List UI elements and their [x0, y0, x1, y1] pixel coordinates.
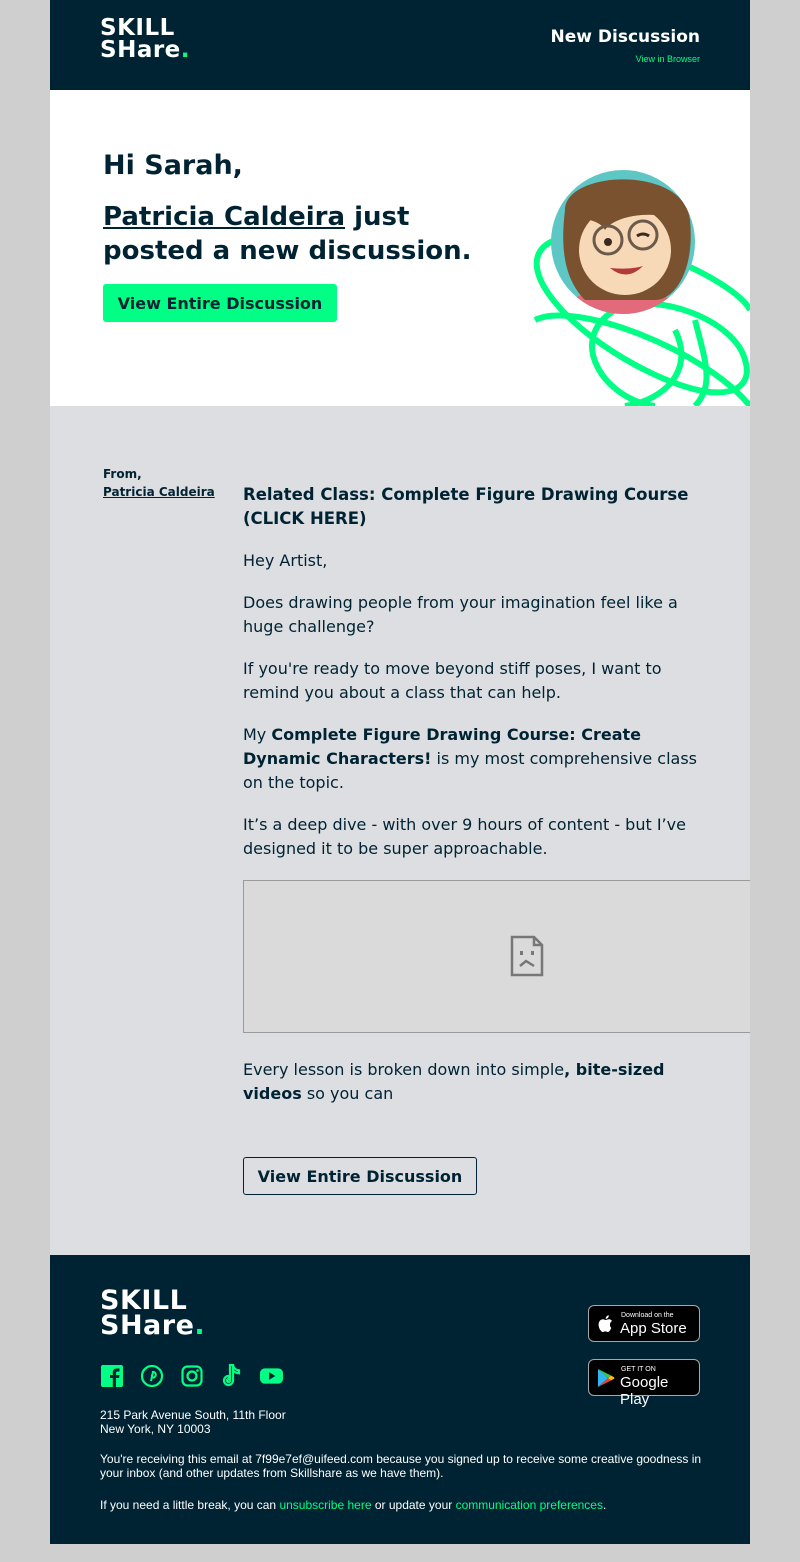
company-address: [100, 1408, 286, 1436]
post-paragraph: If you're ready to move beyond stiff poses, I want to remind you about a class that can help.: [243, 659, 662, 702]
hero-headline: [103, 200, 503, 268]
unsubscribe-notice: [100, 1498, 606, 1512]
logo-line-1: SKILL: [100, 15, 175, 41]
logo-dot: .: [180, 37, 191, 63]
logo-line-2: SHare: [100, 1310, 195, 1341]
apple-icon: [597, 1314, 615, 1334]
footer-skillshare-logo[interactable]: [100, 1285, 206, 1341]
instagram-icon[interactable]: [180, 1363, 203, 1389]
address-line: 215 Park Avenue South, 11th Floor: [100, 1408, 286, 1422]
text-span: Every lesson is broken down into simple: [243, 1060, 565, 1079]
text-span: If you need a little break, you can: [100, 1498, 280, 1512]
legal-notice: You're receiving this email at 7f99e7ef@uifeed.com because you signed up to receive some creative goodness in your inbox (and other updates from Skillshare as we have them).: [100, 1452, 702, 1480]
facebook-icon[interactable]: [100, 1363, 123, 1389]
skillshare-logo[interactable]: [100, 17, 190, 61]
social-links: [100, 1363, 283, 1389]
author-avatar-illustration: [505, 170, 750, 406]
header-title: New Discussion: [550, 27, 700, 47]
youtube-icon[interactable]: [260, 1363, 283, 1389]
discussion-content: [50, 406, 750, 1255]
preferences-link[interactable]: communication preferences: [455, 1498, 603, 1512]
from-label: From,: [103, 467, 142, 481]
text-span: My: [243, 725, 272, 744]
view-discussion-button[interactable]: View Entire Discussion: [103, 284, 337, 322]
app-store-small-text: Download on the: [621, 1312, 674, 1319]
email-footer: [50, 1255, 750, 1544]
related-class-title[interactable]: Related Class: Complete Figure Drawing Course (CLICK HERE): [243, 485, 689, 528]
logo-line-1: SKILL: [100, 1285, 188, 1316]
text-span: so you can: [301, 1084, 394, 1103]
bold-span: Complete Figure Drawing Course: Create Dynamic Characters!: [243, 725, 641, 768]
post-paragraph: [243, 723, 703, 795]
broken-image-icon: [510, 935, 544, 977]
tiktok-icon[interactable]: [220, 1363, 243, 1389]
view-in-browser-link[interactable]: View in Browser: [635, 54, 700, 64]
app-store-badge[interactable]: [588, 1305, 700, 1342]
post-paragraph: Hey Artist,: [243, 551, 328, 570]
pinterest-icon[interactable]: [140, 1363, 163, 1389]
google-play-icon: [597, 1368, 615, 1388]
headline-text: just posted a new discussion.: [103, 202, 472, 266]
logo-line-2: SHare: [100, 37, 181, 63]
from-author-link[interactable]: Patricia Caldeira: [103, 485, 215, 499]
post-paragraph: [243, 1058, 703, 1106]
address-line: New York, NY 10003: [100, 1422, 211, 1436]
post-paragraph: It’s a deep dive - with over 9 hours of content - but I’ve designed it to be super approachable.: [243, 815, 686, 858]
app-store-large-text: App Store: [620, 1320, 687, 1337]
text-span: or update your: [371, 1498, 456, 1512]
unsubscribe-link[interactable]: unsubscribe here: [279, 1498, 372, 1512]
broken-image-placeholder: [243, 880, 750, 1033]
google-play-badge[interactable]: [588, 1359, 700, 1408]
text-span: .: [602, 1498, 607, 1512]
post-body: [243, 483, 703, 879]
bold-span: , bite-sized videos: [243, 1060, 665, 1103]
hero-section: [50, 90, 750, 406]
google-play-small-text: GET IT ON: [621, 1366, 656, 1373]
author-link[interactable]: Patricia Caldeira: [103, 202, 346, 232]
greeting: Hi Sarah,: [103, 150, 243, 181]
logo-dot: .: [194, 1310, 206, 1341]
post-paragraph: Does drawing people from your imagination feel like a huge challenge?: [243, 593, 678, 636]
email-header: [50, 0, 750, 90]
google-play-large-text: Google Play: [620, 1374, 669, 1408]
text-span: is my most comprehensive class on the topic.: [243, 749, 698, 792]
view-discussion-button-secondary[interactable]: View Entire Discussion: [243, 1157, 477, 1195]
